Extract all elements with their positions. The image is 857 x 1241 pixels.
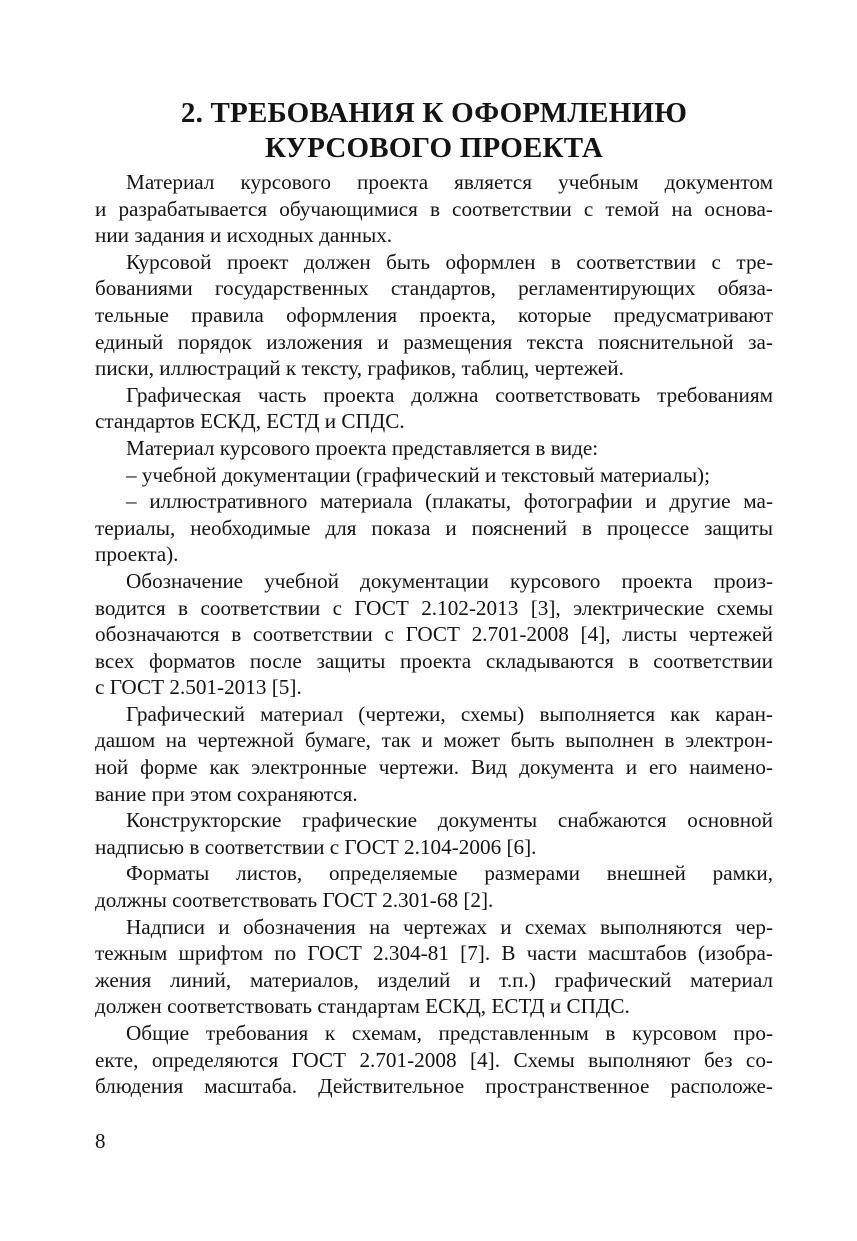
- text-line: дашом на чертежной бумаге, так и может быть выполнен в электрон-: [95, 728, 773, 753]
- body-text: [95, 169, 773, 1100]
- text-line: Надписи и обозначения на чертежах и схемах выполняются чер-: [126, 914, 773, 939]
- text-line: Обозначение учебной документации курсового проекта произ-: [126, 568, 773, 593]
- text-line: териалы, необходимые для показа и пояснений в процессе защиты: [95, 515, 773, 540]
- text-line: Материал курсового проекта является учебным документом: [126, 170, 773, 194]
- text-line: ной форме как электронные чертежи. Вид документа и его наимено-: [95, 755, 773, 780]
- text-line: вание при этом сохраняются.: [95, 781, 358, 806]
- text-line: надписью в соответствии с ГОСТ 2.104-2006 [6].: [95, 834, 537, 859]
- text-line: блюдения масштаба. Действительное пространственное расположе-: [95, 1074, 773, 1099]
- text-line: жения линий, материалов, изделий и т.п.) графический материал: [95, 967, 773, 992]
- text-line: должен соответствовать стандартам ЕСКД, ЕСТД и СПДС.: [95, 994, 630, 1019]
- heading-line-2: КУРСОВОГО ПРОЕКТА: [264, 132, 603, 164]
- text-line: Графическая часть проекта должна соответствовать требованиям: [126, 382, 773, 407]
- text-line: и разрабатывается обучающимися в соответствии с темой на основа-: [95, 196, 773, 221]
- text-line: стандартов ЕСКД, ЕСТД и СПДС.: [95, 409, 405, 434]
- page-content: [95, 96, 773, 1100]
- text-line: нии задания и исходных данных.: [95, 223, 393, 248]
- text-line: всех форматов после защиты проекта складываются в соответствии: [95, 648, 773, 673]
- text-line: Материал курсового проекта представляется в виде:: [126, 435, 599, 460]
- text-line: Графический материал (чертежи, схемы) выполняется как каран-: [126, 701, 773, 726]
- text-line: Конструкторские графические документы снабжаются основной: [126, 808, 773, 833]
- text-line: тельные правила оформления проекта, которые предусматривают: [95, 302, 773, 327]
- text-line: тежным шрифтом по ГОСТ 2.304-81 [7]. В части масштабов (изобра-: [95, 941, 773, 966]
- text-line: обозначаются в соответствии с ГОСТ 2.701-2008 [4], листы чертежей: [95, 622, 773, 647]
- text-line: писки, иллюстраций к тексту, графиков, таблиц, чертежей.: [95, 356, 624, 381]
- list-item: – иллюстративного материала (плакаты, фотографии и другие ма-: [126, 489, 773, 514]
- page-number: 8: [95, 1129, 106, 1153]
- section-heading: [95, 96, 773, 166]
- text-line: бованиями государственных стандартов, регламентирующих обяза-: [95, 276, 773, 301]
- text-line: единый порядок изложения и размещения текста пояснительной за-: [95, 329, 773, 354]
- list-item: – учебной документации (графический и текстовый материалы);: [126, 462, 711, 487]
- text-line: с ГОСТ 2.501-2013 [5].: [95, 675, 302, 700]
- text-line: екте, определяются ГОСТ 2.701-2008 [4]. Схемы выполняют без со-: [95, 1047, 773, 1072]
- text-line: Курсовой проект должен быть оформлен в соответствии с тре-: [126, 249, 773, 274]
- heading-line-1: 2. ТРЕБОВАНИЯ К ОФОРМЛЕНИЮ: [180, 97, 688, 129]
- text-line: Общие требования к схемам, представленным в курсовом про-: [126, 1021, 773, 1045]
- text-line: проекта).: [95, 542, 179, 567]
- text-line: должны соответствовать ГОСТ 2.301-68 [2].: [95, 888, 494, 913]
- text-line: Форматы листов, определяемые размерами внешней рамки,: [126, 861, 773, 886]
- text-line: водится в соответствии с ГОСТ 2.102-2013 [3], электрические схемы: [95, 595, 773, 620]
